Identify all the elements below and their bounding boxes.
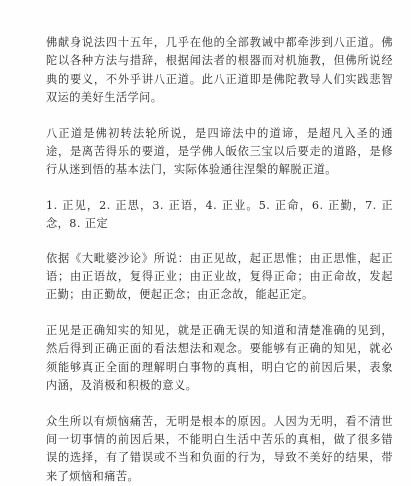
paragraph-list: 1. 正见，2. 正思，3. 正语，4. 正业。5. 正命，6. 正勤，7. 正念，8. 正定 (46, 197, 393, 234)
paragraph-spacer (46, 108, 393, 125)
paragraph-spacer (46, 305, 393, 322)
paragraph-right-view: 正见是正确知实的知见，就是正确无误的知道和清楚准确的见到，然后得到正确正面的看法想法和观念。要能够有正确的知见，就必须能够真正全面的理解明白事物的真相，明白它的前因后果，表象内涵，及消极和积极的意义。 (46, 322, 393, 396)
paragraph-definition: 八正道是佛初转法轮所说，是四谛法中的道谛，是超凡入圣的通途，是离苦得乐的要道，是学佛人皈依三宝以后要走的道路，是修行从迷到悟的基本法门，实际体验通往涅槃的解脱正道。 (46, 125, 393, 180)
paragraph-spacer (46, 180, 393, 197)
paragraph-spacer (46, 396, 393, 413)
paragraph-quote: 依据《大毗婆沙论》所说：由正见故，起正思惟；由正思惟，起正语；由正语故，复得正业；由正业故，复得正命；由正命故，发起正勤；由正勤故，便起正念；由正念故，能起正定。 (46, 250, 393, 305)
paragraph-ignorance: 众生所以有烦恼痛苦，无明是根本的原因。人因为无明，看不清世间一切事情的前因后果，不能明白生活中苦乐的真相，做了很多错误的选择，有了错误或不当和负面的行为，导致不美好的结果，带来了烦恼和痛苦。 (46, 413, 393, 486)
paragraph-intro: 佛献身说法四十五年，几乎在他的全部教诫中都牵涉到八正道。佛陀以各种方法与措辞，根据闻法者的根器而对机施教，但佛所说经典的要义，不外乎讲八正道。此八正道即是佛陀教导人们实践悲智双运的美好生活学问。 (46, 34, 393, 108)
paragraph-spacer (46, 234, 393, 250)
